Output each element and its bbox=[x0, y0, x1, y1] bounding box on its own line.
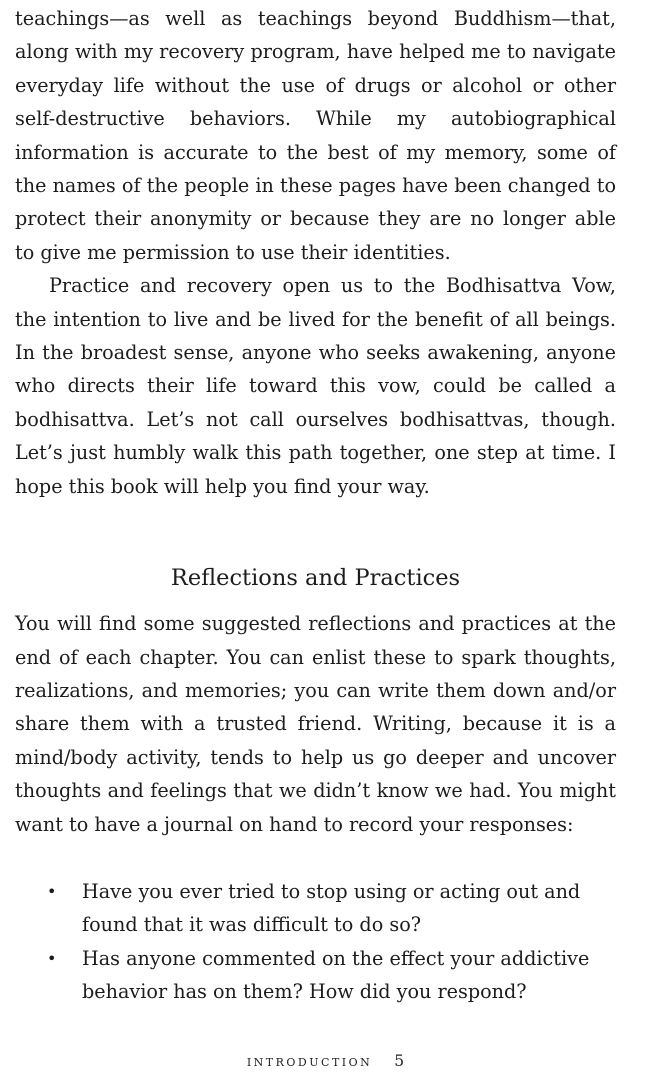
list-item bbox=[15, 875, 616, 942]
page-footer bbox=[0, 1052, 651, 1070]
list-item-text: Has anyone commented on the effect your addictive behavior has on them? How did you respond? bbox=[82, 946, 590, 1004]
list-item bbox=[15, 942, 616, 1009]
bullet-icon: • bbox=[47, 948, 57, 968]
section-paragraph: You will find some suggested reflections and practices at the end of each chapter. You can enlist these to spark thoughts, realizations, and memories; you can write them down and/or share them with a trusted friend. Writing, because it is a mind/body activity, tends to help us go deeper and uncover thoughts and feelings that we didn’t know we had. You might want to have a journal on hand to record your responses: bbox=[15, 612, 616, 836]
body-paragraph-continued: teachings—as well as teachings beyond Buddhism—that, along with my recovery program, have helped me to navigate everyday life without the use of drugs or alcohol or other self-destructive behaviors. While my autobiographical information is accurate to the best of my memory, some of the names of the people in these pages have been changed to protect their anonymity or because they are no longer able to give me permission to use their identities. bbox=[15, 7, 616, 264]
bullet-icon: • bbox=[47, 881, 57, 901]
book-page bbox=[15, 0, 616, 1009]
running-head: introduction bbox=[246, 1052, 373, 1070]
body-paragraph: Practice and recovery open us to the Bodhisattva Vow, the intention to live and be lived for the benefit of all beings. In the broadest sense, anyone who seeks awakening, anyone who directs their life toward this vow, could be called a bodhisattva. Let’s not call ourselves bodhisattvas, though. Let’s just humbly walk this path together, one step at time. I hope this book will help you find your way. bbox=[15, 274, 616, 498]
page-number: 5 bbox=[394, 1052, 405, 1070]
list-item-text: Have you ever tried to stop using or acting out and found that it was difficult to do so? bbox=[82, 879, 581, 937]
reflection-list bbox=[15, 875, 616, 1009]
section-heading: Reflections and Practices bbox=[170, 565, 461, 592]
